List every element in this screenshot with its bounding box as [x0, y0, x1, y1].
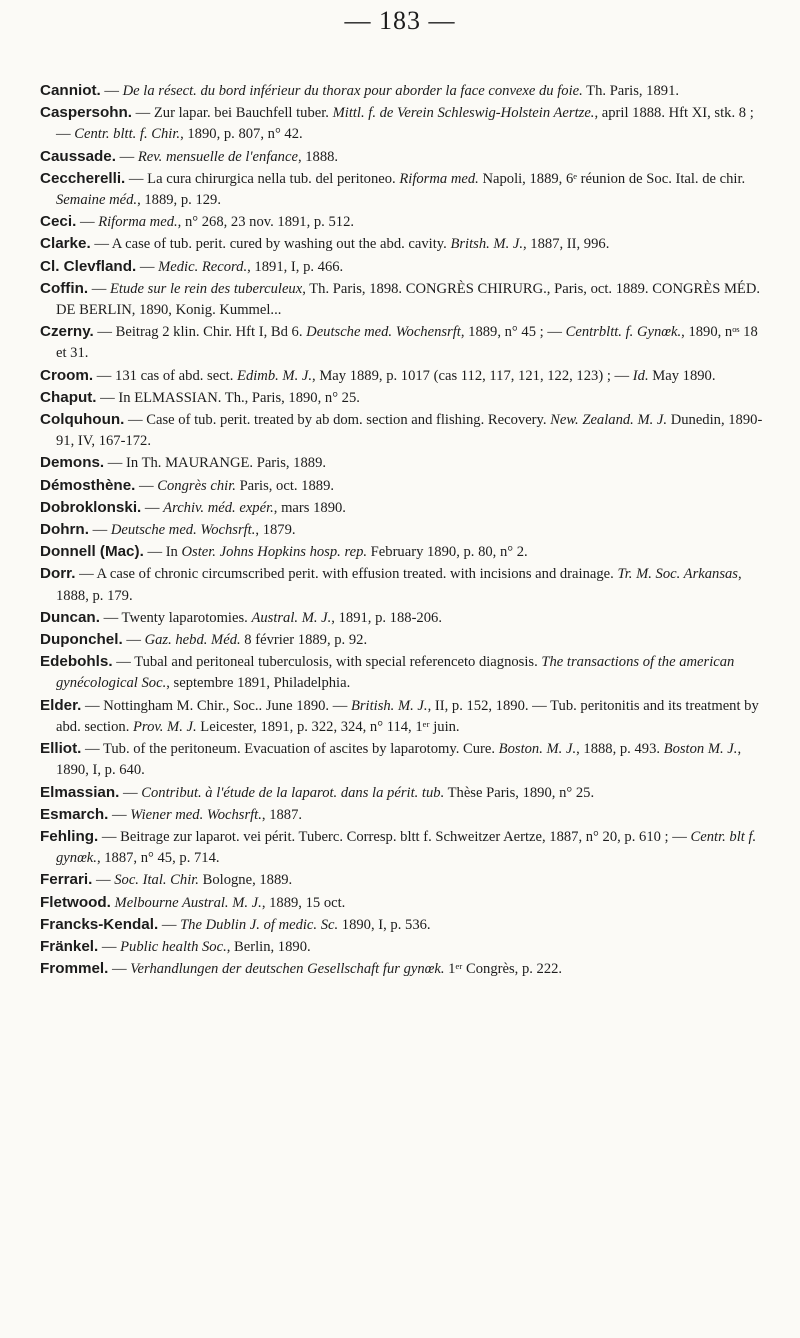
- bibliography-entry: [40, 387, 768, 409]
- entry-author: Colquhoun.: [40, 411, 125, 429]
- entry-author: Clarke.: [40, 235, 91, 253]
- bibliography-entry: [40, 695, 768, 738]
- entry-citation: — Case of tub. perit. treated by ab dom. section and flishing. Recovery. New. Zealand. M. J. Dunedin, 1890-91, IV, 167-172.: [56, 412, 763, 450]
- entry-author: Dobroklonski.: [40, 498, 142, 516]
- bibliography-entry: [40, 80, 768, 102]
- entry-author: Dohrn.: [40, 521, 89, 539]
- bibliography-entry: [40, 365, 768, 387]
- bibliography-entry: [40, 607, 768, 629]
- entry-author: Cl. Clevfland.: [40, 257, 137, 275]
- entry-author: Dorr.: [40, 565, 76, 583]
- entry-citation: — Zur lapar. bei Bauchfell tuber. Mittl. f. de Verein Schleswig-Holstein Aertze., april 1888. Hft XI, stk. 8 ; — Centr. bltt. f. Chir., 1890, p. 807, n° 42.: [56, 105, 758, 143]
- entry-author: Fletwood.: [40, 893, 111, 911]
- entry-author: Elmassian.: [40, 783, 120, 801]
- entry-author: Edebohls.: [40, 653, 113, 671]
- bibliography-entry: [40, 738, 768, 781]
- entry-citation: — In ELMASSIAN. Th., Paris, 1890, n° 25.: [96, 389, 360, 406]
- entry-author: Ferrari.: [40, 871, 93, 889]
- entry-author: Frommel.: [40, 960, 109, 978]
- entry-citation: — The Dublin J. of medic. Sc. 1890, I, p. 536.: [158, 916, 431, 933]
- entry-author: Coffin.: [40, 279, 89, 297]
- entry-citation: — Riforma med., n° 268, 23 nov. 1891, p. 512.: [76, 214, 355, 231]
- bibliography-entry: [40, 892, 768, 914]
- entry-citation: — Contribut. à l'étude de la laparot. dans la périt. tub. Thèse Paris, 1890, n° 25.: [119, 784, 595, 801]
- entry-author: Démosthène.: [40, 476, 136, 494]
- entry-citation: — Rev. mensuelle de l'enfance, 1888.: [115, 148, 339, 165]
- entry-citation: — 131 cas of abd. sect. Edimb. M. J., May 1889, p. 1017 (cas 112, 117, 121, 122, 123) ; — Id. May 1890.: [93, 367, 716, 384]
- entry-citation: — Beitrag 2 klin. Chir. Hft I, Bd 6. Deutsche med. Wochensrft, 1889, n° 45 ; — Centrbltt. f. Gynœk., 1890, nᵒˢ 18 et 31.: [56, 324, 762, 362]
- entry-citation: — In Oster. Johns Hopkins hosp. rep. February 1890, p. 80, n° 2.: [143, 544, 528, 561]
- entry-citation: — Soc. Ital. Chir. Bologne, 1889.: [92, 872, 293, 889]
- entry-citation: — Congrès chir. Paris, oct. 1889.: [135, 477, 335, 494]
- entry-citation: — A case of tub. perit. cured by washing out the abd. cavity. Britsh. M. J., 1887, II, 996.: [90, 236, 610, 253]
- entry-citation: — Tub. of the peritoneum. Evacuation of ascites by laparotomy. Cure. Boston. M. J., 1888, p. 493. Boston M. J., 1890, I, p. 640.: [56, 741, 745, 779]
- bibliography-entry: [40, 256, 768, 278]
- bibliography-entry: [40, 211, 768, 233]
- bibliography-entry: [40, 168, 768, 211]
- bibliography-entry: [40, 519, 768, 541]
- bibliography-entry: [40, 651, 768, 694]
- bibliography-entry: [40, 497, 768, 519]
- entry-author: Duponchel.: [40, 631, 123, 649]
- entry-author: Chaput.: [40, 388, 97, 406]
- entry-citation: — De la résect. du bord inférieur du thorax pour aborder la face convexe du foie. Th. Paris, 1891.: [100, 83, 680, 99]
- bibliography-entry: [40, 629, 768, 651]
- entry-author: Donnell (Mac).: [40, 543, 144, 561]
- entry-author: Ceci.: [40, 213, 77, 231]
- entry-author: Caspersohn.: [40, 104, 132, 122]
- entry-author: Duncan.: [40, 608, 100, 626]
- entry-citation: — Tubal and peritoneal tuberculosis, with special referenceto diagnosis. The transactions of the american gynécological Soc., septembre 1891, Philadelphia.: [56, 654, 738, 692]
- entry-citation: — Gaz. hebd. Méd. 8 février 1889, p. 92.: [122, 632, 368, 649]
- bibliography-entry: [40, 563, 768, 606]
- bibliography-entry: [40, 102, 768, 145]
- page-number: — 183 —: [344, 6, 456, 35]
- entry-citation: — Verhandlungen der deutschen Gesellschaft fur gynœk. 1ᵉʳ Congrès, p. 222.: [108, 961, 563, 978]
- entry-citation: — La cura chirurgica nella tub. del peritoneo. Riforma med. Napoli, 1889, 6ᵉ réunion de Soc. Ital. de chir. Semaine méd., 1889, p. 129.: [56, 170, 749, 209]
- entry-author: Czerny.: [40, 323, 94, 341]
- entry-author: Croom.: [40, 366, 94, 384]
- entry-citation: — Public health Soc., Berlin, 1890.: [98, 938, 311, 955]
- bibliography-entry: [40, 452, 768, 474]
- bibliography-entry: [40, 936, 768, 958]
- bibliography-entry: [40, 826, 768, 869]
- bibliography-entry: [40, 475, 768, 497]
- entry-citation: — Twenty laparotomies. Austral. M. J., 1891, p. 188-206.: [99, 609, 442, 626]
- bibliography-entry: [40, 782, 768, 804]
- entry-author: Elliot.: [40, 740, 82, 758]
- bibliography-entry: [40, 321, 768, 364]
- bibliography-entry: [40, 146, 768, 168]
- bibliography-entry: [40, 869, 768, 891]
- bibliography-entry: [40, 278, 768, 321]
- entry-citation: Melbourne Austral. M. J., 1889, 15 oct.: [114, 894, 346, 911]
- entry-citation: — Wiener med. Wochsrft., 1887.: [108, 806, 303, 823]
- entry-citation: — Beitrage zur laparot. vei périt. Tuberc. Corresp. bltt f. Schweitzer Aertze, 1887, n° 20, p. 610 ; — Centr. blt f. gynœk., 1887, n° 45, p. 714.: [56, 828, 760, 867]
- entry-author: Canniot.: [40, 82, 101, 99]
- entry-author: Demons.: [40, 454, 105, 472]
- bibliography-entry: [40, 233, 768, 255]
- entry-author: Elder.: [40, 696, 82, 714]
- bibliography-entry: [40, 804, 768, 826]
- bibliography-entry: [40, 409, 768, 452]
- bibliography-entry: [40, 541, 768, 563]
- entry-citation: — Archiv. méd. expér., mars 1890.: [141, 499, 346, 516]
- entry-citation: — A case of chronic circumscribed perit. with effusion treated. with incisions and drainage. Tr. M. Soc. Arkansas, 1888, p. 179.: [56, 566, 746, 604]
- entry-author: Ceccherelli.: [40, 169, 126, 187]
- entry-citation: — Deutsche med. Wochsrft., 1879.: [88, 522, 296, 539]
- entry-author: Francks-Kendal.: [40, 915, 159, 933]
- entry-citation: — Nottingham M. Chir., Soc.. June 1890. — British. M. J., II, p. 152, 1890. — Tub. peritonitis and its treatment by abd. section. Prov. M. J. Leicester, 1891, p. 322, 324, n° 114, 1ᵉʳ juin.: [56, 697, 763, 735]
- bibliography-entry: [40, 914, 768, 936]
- entry-author: Esmarch.: [40, 805, 109, 823]
- entry-citation: — Medic. Record., 1891, I, p. 466.: [136, 258, 344, 275]
- entry-author: Caussade.: [40, 147, 116, 165]
- entry-citation: — Etude sur le rein des tuberculeux, Th. Paris, 1898. CONGRÈS CHIRURG., Paris, oct. 1889. CONGRÈS MÉD. DE BERLIN, 1890, Konig. Kummel...: [56, 280, 764, 319]
- entry-citation: — In Th. MAURANGE. Paris, 1889.: [104, 455, 327, 472]
- bibliography-entry: [40, 958, 768, 980]
- bibliography-list: [40, 80, 768, 980]
- entry-author: Fehling.: [40, 827, 99, 845]
- entry-author: Fränkel.: [40, 937, 99, 955]
